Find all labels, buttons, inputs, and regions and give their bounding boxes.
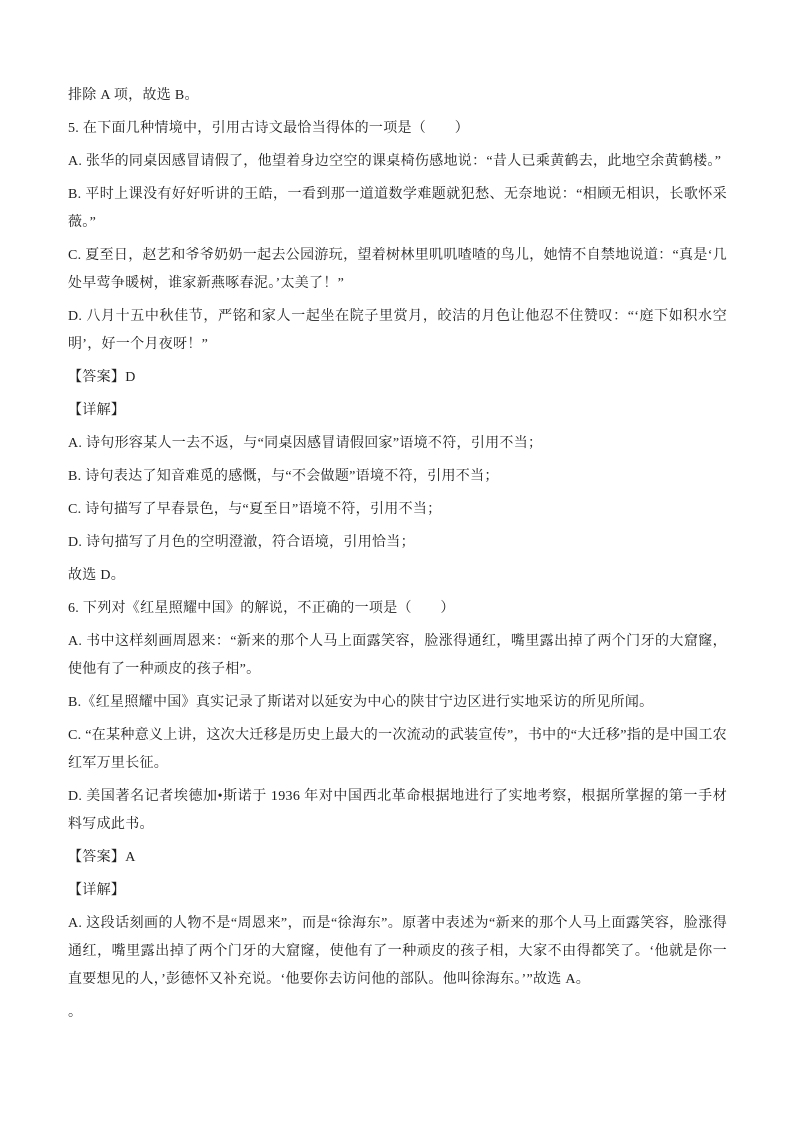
question-6-option-d: D. 美国著名记者埃德加•斯诺于 1936 年对中国西北革命根据地进行了实地考察，根据所掌握的第一手材料写成此书。 [68, 789, 727, 832]
question-5-analysis-c: C. 诗句描写了早春景色，与“夏至日”语境不符，引用不当； [68, 502, 442, 517]
question-6-analysis-a: A. 这段话刻画的人物不是“周恩来”，而是“徐海东”。原著中表述为“新来的那个人马上面露笑容，脸涨得通红，嘴里露出掉了两个门牙的大窟窿，使他有了一种顽皮的孩子相，大家不由得都笑了。‘他就是你一直要想见的人，’彭德怀又补充说。‘他要你去访问他的部队。他叫徐海东。’”故选 A。 [68, 916, 727, 987]
question-5-option-c: C. 夏至日，赵艺和爷爷奶奶一起去公园游玩，望着树林里叽叽喳喳的鸟儿，她情不自禁地说道：“真是‘几处早莺争暖树，谁家新燕啄春泥。’太美了！” [68, 248, 727, 291]
question-6-option-a: A. 书中这样刻画周恩来：“新来的那个人马上面露笑容，脸涨得通红，嘴里露出掉了两个门牙的大窟窿，使他有了一种顽皮的孩子相”。 [68, 634, 727, 677]
question-6-answer-label: 【答案】A [68, 850, 136, 865]
question-5-analysis-b: B. 诗句表达了知音难觅的感慨，与“不会做题”语境不符，引用不当； [68, 469, 499, 484]
question-6-option-c: C. “在某种意义上讲，这次大迁移是历史上最大的一次流动的武装宣传”，书中的“大迁移”指的是中国工农红军万里长征。 [68, 728, 727, 771]
question-6-option-b: B.《红星照耀中国》真实记录了斯诺对以延安为中心的陕甘宁边区进行实地采访的所见所闻。 [68, 695, 654, 710]
question-5-option-d: D. 八月十五中秋佳节，严铭和家人一起坐在院子里赏月，皎洁的月色让他忍不住赞叹：“‘庭下如积水空明’，好一个月夜呀！” [68, 309, 727, 352]
question-5-option-b: B. 平时上课没有好好听讲的王皓，一看到那一道道数学难题就犯愁、无奈地说：“相顾无相识，长歌怀采薇。” [68, 187, 727, 230]
question-5-option-a: A. 张华的同桌因感冒请假了，他望着身边空空的课桌椅伤感地说：“昔人已乘黄鹤去，此地空余黄鹤楼。” [68, 154, 722, 169]
question-5-analysis-d: D. 诗句描写了月色的空明澄澈，符合语境，引用恰当； [68, 535, 415, 550]
question-5-conclusion: 故选 D。 [68, 568, 126, 583]
question-6-stem: 6. 下列对《红星照耀中国》的解说，不正确的一项是（ ） [68, 601, 455, 616]
question-5-analysis-a: A. 诗句形容某人一去不返，与“同桌因感冒请假回家”语境不符，引用不当； [68, 436, 543, 451]
trailing-period-mark: 。 [68, 1005, 83, 1020]
question-5-answer-label: 【答案】D [68, 370, 136, 385]
question-6-analysis-label: 【详解】 [68, 883, 126, 898]
previous-answer-conclusion: 排除 A 项，故选 B。 [68, 88, 199, 103]
question-5-analysis-label: 【详解】 [68, 403, 126, 418]
question-5-stem: 5. 在下面几种情境中，引用古诗文最恰当得体的一项是（ ） [68, 121, 469, 136]
